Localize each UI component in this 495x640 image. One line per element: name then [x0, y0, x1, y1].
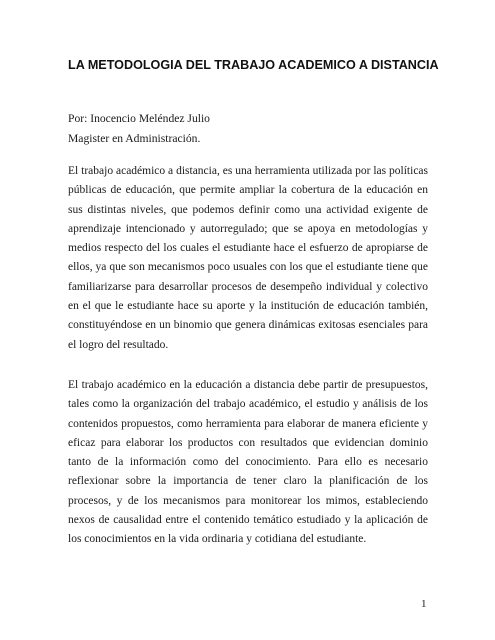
- author-degree: Magister en Administración.: [68, 132, 201, 145]
- page-number: 1: [421, 598, 427, 610]
- author-name: Por: Inocencio Meléndez Julio: [68, 112, 210, 125]
- author-block: [68, 109, 428, 149]
- document-title: LA METODOLOGIA DEL TRABAJO ACADEMICO A DISTANCIA: [68, 58, 439, 72]
- body-paragraph: El trabajo académico a distancia, es una herramienta utilizada por las políticas públicas de educación, que permite ampliar la cobertura de la educación en sus distintas niveles, que podemos definir como una actividad exigente de aprendizaje intencionado y autorregulado; que se apoya en metodologías y medios respecto del los cuales el estudiante hace el esfuerzo de apropiarse de ellos, ya que son mecanismos poco usuales con los que el estudiante tiene que familiarizarse para desarrollar procesos de desempeño individual y colectivo en el que le estudiante hace su aporte y la institución de educación también, constituyéndose en un binomio que genera dinámicas exitosas esenciales para el logro del resultado.: [68, 165, 428, 351]
- body-paragraph: El trabajo académico en la educación a distancia debe partir de presupuestos, tales como la organización del trabajo académico, el estudio y análisis de los contenidos propuestos, como herramienta para elaborar de manera eficiente y eficaz para elaborar los productos con resultados que evidencian dominio tanto de la información como del conocimiento. Para ello es necesario reflexionar sobre la importancia de tener claro la planificación de los procesos, y de los mecanismos para monitorear los mimos, estableciendo nexos de causalidad entre el contenido temático estudiado y la aplicación de los conocimientos en la vida ordinaria y cotidiana del estudiante.: [68, 379, 428, 546]
